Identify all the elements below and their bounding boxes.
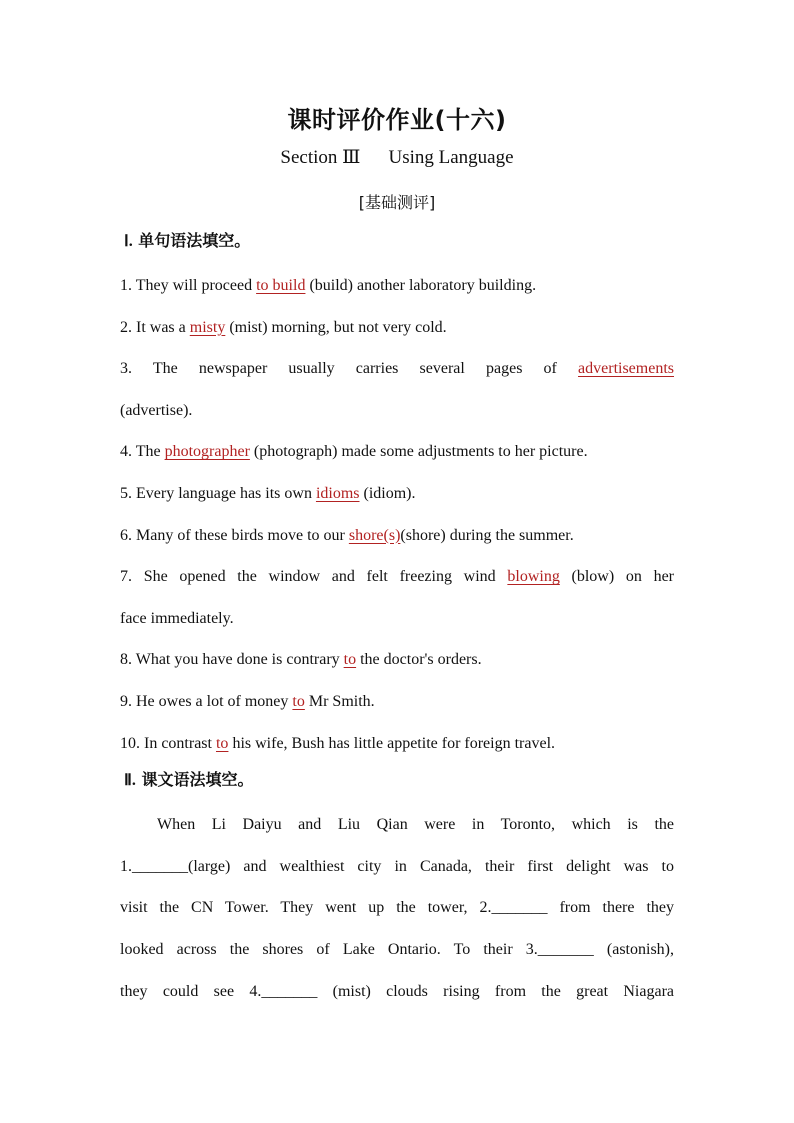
item-answer: shore(s) bbox=[348, 526, 401, 544]
item-text: (photograph) made some adjustments to her picture. bbox=[249, 443, 588, 461]
passage bbox=[120, 804, 674, 1012]
part2-roman: Ⅱ. bbox=[124, 772, 136, 790]
item-text: 7. She opened the window and felt freezing wind bbox=[120, 568, 508, 586]
section-topic: Using Language bbox=[388, 147, 514, 168]
item-text: the doctor's orders. bbox=[356, 651, 482, 669]
item-text: 9. He owes a lot of money bbox=[120, 692, 293, 710]
exercise-item bbox=[120, 307, 674, 349]
item-text: (shore) during the summer. bbox=[400, 526, 574, 544]
exercise-item-continued: face immediately. bbox=[120, 609, 234, 627]
item-answer: photographer bbox=[164, 443, 250, 461]
passage-line: visit the CN Tower. They went up the tower, 2._______ from there they bbox=[120, 899, 674, 917]
exercise-item bbox=[120, 681, 674, 723]
part1-heading-text: 单句语法填空。 bbox=[138, 231, 251, 250]
item-answer: misty bbox=[189, 318, 226, 336]
passage-line: they could see 4._______ (mist) clouds rising from the great Niagara bbox=[120, 982, 674, 1000]
item-answer: blowing bbox=[507, 568, 560, 586]
exercise-item bbox=[120, 723, 674, 765]
item-answer: to build bbox=[256, 277, 306, 294]
exercise-item-continued: (advertise). bbox=[120, 401, 193, 419]
passage-line: 1._______(large) and wealthiest city in Canada, their first delight was to bbox=[120, 857, 674, 875]
section-subtitle bbox=[0, 146, 794, 169]
item-answer: to bbox=[343, 651, 357, 669]
item-text: Mr Smith. bbox=[304, 692, 375, 710]
item-text: 5. Every language has its own bbox=[120, 484, 316, 502]
item-answer: to bbox=[292, 692, 305, 710]
item-text: (build) another laboratory building. bbox=[305, 277, 537, 294]
section-label: Section Ⅲ bbox=[280, 147, 361, 168]
part2-heading bbox=[120, 764, 674, 804]
item-text: (idiom). bbox=[359, 484, 416, 502]
exercise-item bbox=[120, 473, 674, 515]
item-answer: idioms bbox=[315, 484, 360, 502]
exercise-item bbox=[120, 431, 674, 473]
exercise-item bbox=[120, 556, 674, 598]
passage-line: looked across the shores of Lake Ontario. To their 3._______ (astonish), bbox=[120, 940, 674, 958]
exercise-item bbox=[120, 265, 674, 307]
item-text: 8. What you have done is contrary bbox=[120, 651, 344, 669]
part2-heading-text: 课文语法填空。 bbox=[141, 770, 254, 790]
item-text: his wife, Bush has little appetite for foreign travel. bbox=[228, 734, 556, 752]
part1-heading bbox=[120, 225, 674, 265]
exercise-item bbox=[120, 639, 674, 681]
item-text: 10. In contrast bbox=[120, 734, 216, 752]
item-text: 4. The bbox=[120, 443, 165, 461]
passage-line: When Li Daiyu and Liu Qian were in Toronto, which is the bbox=[157, 816, 674, 834]
exercise-list bbox=[120, 265, 674, 764]
page-title: 课时评价作业(十六) bbox=[287, 106, 507, 134]
exercise-item bbox=[120, 515, 674, 557]
item-text: (mist) morning, but not very cold. bbox=[225, 318, 447, 336]
part1-roman: Ⅰ. bbox=[124, 233, 133, 250]
item-text: (blow) on her bbox=[559, 568, 674, 586]
item-answer: advertisements bbox=[578, 360, 674, 378]
item-text: 3. The newspaper usually carries several pages of bbox=[120, 360, 579, 378]
item-answer: to bbox=[215, 734, 229, 752]
item-text: 1. They will proceed bbox=[120, 277, 257, 294]
item-text: 2. It was a bbox=[120, 318, 190, 336]
item-text: 6. Many of these birds move to our bbox=[120, 526, 349, 544]
assessment-tag: [基础测评] bbox=[358, 193, 436, 212]
exercise-item bbox=[120, 348, 674, 390]
document-body bbox=[120, 225, 674, 1012]
